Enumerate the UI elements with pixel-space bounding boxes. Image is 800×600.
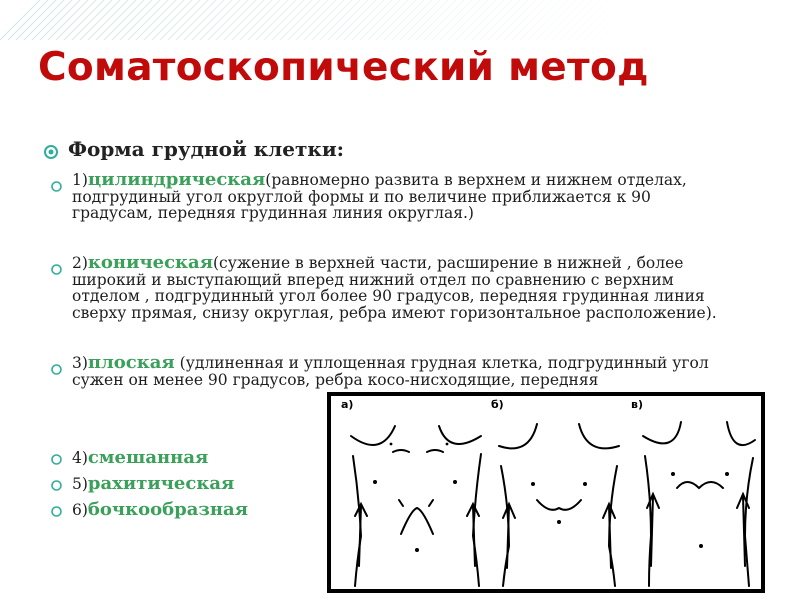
- item-number: 4): [72, 449, 88, 467]
- decorative-stripes: [0, 0, 800, 40]
- list-item: [72, 475, 234, 493]
- item-keyword: плоская: [87, 352, 175, 373]
- figure-label-c: в): [631, 398, 643, 411]
- bullet-icon: [50, 263, 63, 276]
- item-number: 3): [72, 354, 88, 372]
- torso-conical: [499, 424, 619, 586]
- slide-title: Соматоскопический метод: [38, 45, 649, 90]
- list-item: [72, 501, 248, 519]
- item-keyword: бочкообразная: [87, 499, 248, 520]
- list-item: [72, 449, 208, 467]
- list-item: [72, 352, 732, 389]
- bullet-icon: [50, 479, 63, 492]
- bullet-icon: [50, 180, 63, 193]
- torso-cylindrical: [351, 426, 481, 586]
- torso-flat: [643, 422, 755, 586]
- item-keyword: цилиндрическая: [87, 169, 266, 190]
- item-number: 5): [72, 475, 88, 493]
- item-number: 6): [72, 501, 88, 519]
- list-item: [72, 252, 737, 322]
- figure-label-b: б): [491, 398, 504, 411]
- item-number: 2): [72, 254, 88, 272]
- bullet-icon: [50, 505, 63, 518]
- item-keyword: коническая: [87, 252, 213, 273]
- item-keyword: рахитическая: [87, 473, 235, 494]
- bullet-icon: [50, 363, 63, 376]
- item-description: (сужение в верхней части, расширение в нижней , более широкий и выступающий вперед нижний отдел по сравнению с верхним отделом , подгрудинный угол более 90 градусов, передняя грудинная линия сверху прямая, снизу округлая, ребра имеют горизонтальное расположение).: [72, 254, 717, 322]
- section-heading: Форма грудной клетки:: [68, 137, 345, 161]
- item-number: 1): [72, 171, 88, 189]
- bullet-icon: [44, 145, 58, 159]
- torso-drawings: [331, 396, 761, 589]
- list-item: [72, 169, 712, 223]
- item-description: (удлиненная и уплощенная грудная клетка, подгрудинный угол сужен он менее 90 градусов, ребра косо-нисходящие, передняя: [72, 354, 709, 389]
- figure-label-a: а): [341, 398, 354, 411]
- chest-shapes-figure: [327, 392, 765, 593]
- bullet-icon: [50, 453, 63, 466]
- item-keyword: смешанная: [87, 447, 209, 468]
- item-description: (равномерно развита в верхнем и нижнем отделах, подгрудиный угол округлой формы и по величине приближается к 90 градусам, передняя грудинная линия округлая.): [72, 171, 687, 223]
